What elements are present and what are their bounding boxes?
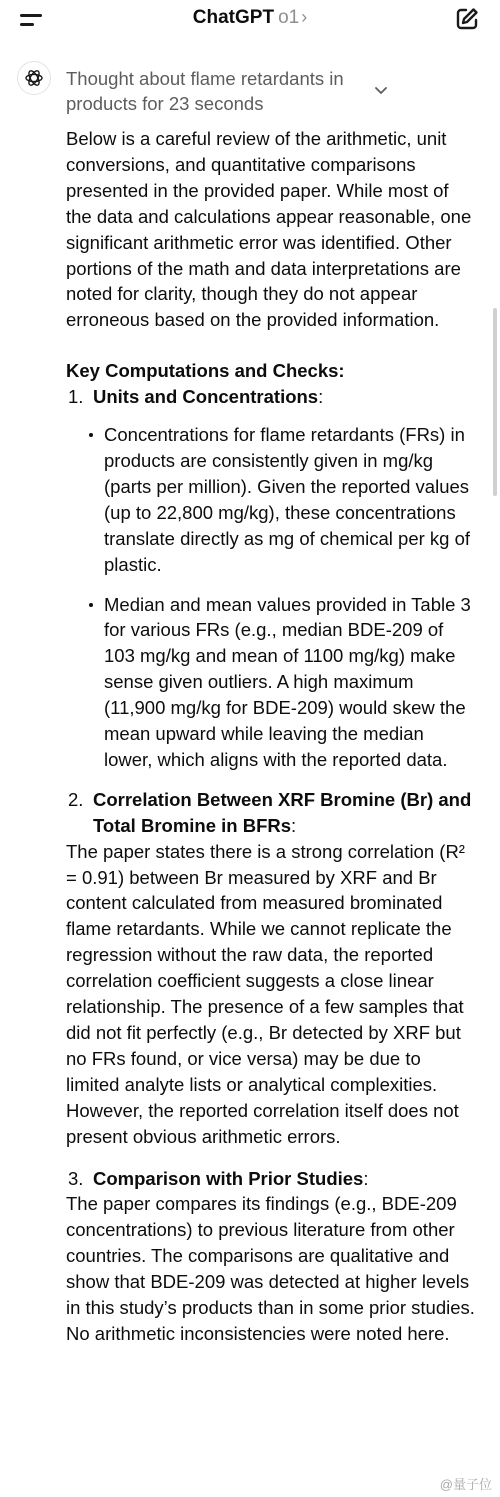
intro-paragraph: Below is a careful review of the arithmetic, unit conversions, and quantitative comparisons presented in the provided paper. While most of the data and calculations appear reasonable, one significant arithmetic error was identified. Other portions of the math and data interpretations are noted for clarity, though they do not appear erroneous based on the provided information.	[66, 128, 472, 331]
list-item	[66, 384, 476, 773]
bullet-list	[66, 422, 476, 773]
item-suffix: :	[291, 814, 297, 836]
item-number: 3.	[68, 1167, 84, 1189]
scrollbar[interactable]	[493, 308, 497, 496]
item-title: Correlation Between XRF Bromine (Br) and Total Bromine in BFRs	[93, 788, 472, 836]
item-suffix: :	[318, 386, 324, 408]
bullet-text: Concentrations for flame retardants (FRs) in products are consistently given in mg/kg (parts per million). Given the reported values (up to 22,800 mg/kg), these concentrations translate directly as mg of chemical per kg of plastic.	[104, 424, 471, 575]
app-title: ChatGPT	[192, 7, 275, 28]
item-suffix: :	[363, 1167, 369, 1189]
item-number: 1.	[68, 386, 84, 408]
section-heading: Key Computations and Checks:	[66, 360, 345, 382]
openai-logo-icon	[17, 61, 51, 95]
item-heading	[66, 787, 476, 839]
item-title: Comparison with Prior Studies	[93, 1167, 364, 1189]
bullet-text: Median and mean values provided in Table 3 for various FRs (e.g., median BDE-209 of 103 mg/kg and mean of 1100 mg/kg) make sense given outliers. A high maximum (11,900 mg/kg for BDE-209) would skew the mean upward while leaving the median lower, which aligns with the reported data.	[104, 593, 471, 770]
model-name: o1	[278, 7, 300, 28]
chevron-right-icon: ›	[301, 7, 308, 27]
item-heading	[66, 384, 476, 410]
item-number: 2.	[68, 788, 84, 810]
item-body: The paper states there is a strong correlation (R² = 0.91) between Br measured by XRF and Br content calculated from measured brominated flame retardants. While we cannot replicate the regression without the raw data, the reported correlation coefficient suggests a close linear relationship. The presence of a few samples that did not fit perfectly (e.g., Br detected by XRF but no FRs found, or vice versa) may be due to limited analyte lists or analytical complexities. However, the reported correlation itself does not present obvious arithmetic errors.	[66, 840, 465, 1147]
model-selector[interactable]	[0, 7, 500, 29]
bullet-item	[66, 592, 476, 773]
top-bar	[0, 0, 500, 44]
bullet-item	[66, 422, 476, 577]
list-item	[66, 1166, 476, 1347]
watermark: @量子位	[439, 1477, 492, 1492]
chevron-down-icon[interactable]	[373, 82, 389, 98]
bullet-dot	[89, 433, 93, 437]
item-body: The paper compares its findings (e.g., BDE-209 concentrations) to previous literature from other countries. The comparisons are qualitative and show that BDE-209 was detected at higher levels in this study’s products than in some prior studies. No arithmetic inconsistencies were noted here.	[66, 1193, 475, 1344]
thought-summary[interactable]: Thought about flame retardants in products for 23 seconds	[66, 68, 344, 114]
assistant-message	[66, 126, 476, 1347]
list-item	[66, 787, 476, 1150]
item-title: Units and Concentrations	[93, 386, 319, 408]
compose-icon[interactable]	[454, 6, 480, 32]
bullet-dot	[89, 603, 93, 607]
item-heading	[66, 1166, 476, 1192]
